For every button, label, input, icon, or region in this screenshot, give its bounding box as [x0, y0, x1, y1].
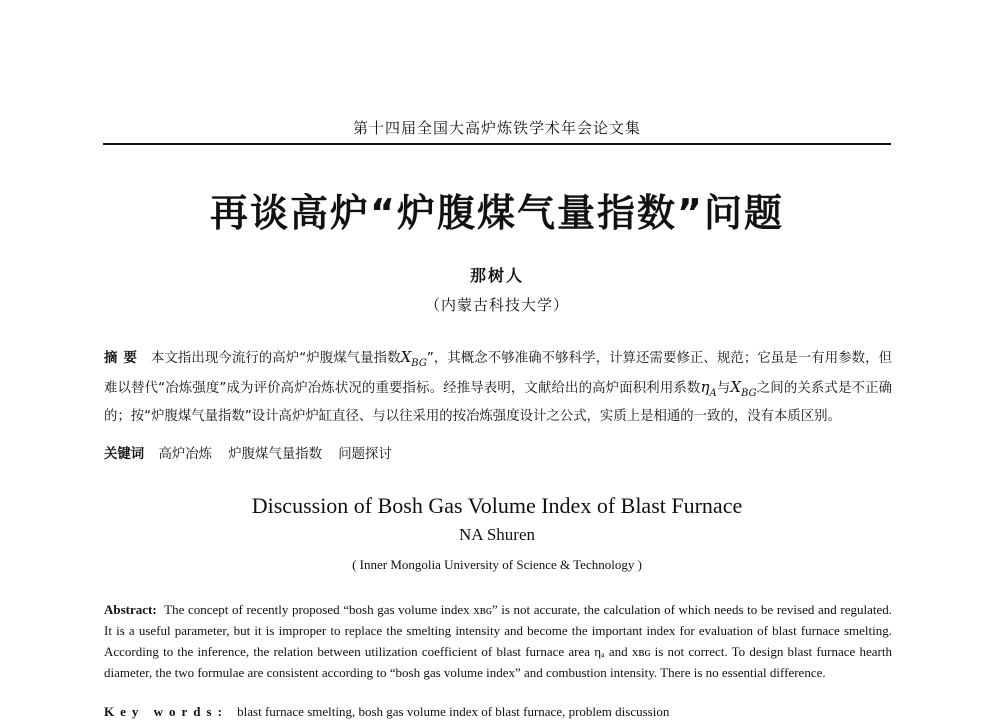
chinese-title: 再谈高炉“炉腹煤气量指数”问题 — [210, 191, 784, 235]
keyword-item: 高炉冶炼 — [158, 447, 212, 462]
header-rule — [103, 143, 891, 145]
keyword-item: 问题探讨 — [338, 447, 392, 462]
chinese-abstract-part4: 之间的关系式是不正确的；按“炉腹煤气量指数”设计高炉炉缸直径、与以往采用的按冶炼强度设计之公式，实质上是相通的一致的，没有本质区别。 — [104, 380, 893, 424]
running-head: 第十四届全国大高炉炼铁学术年会论文集 — [352, 119, 641, 137]
chinese-abstract-part1: 本文指出现今流行的高炉“炉腹煤气量指数 — [150, 351, 401, 366]
xbg-symbol: $X_{BG}$ — [400, 348, 427, 369]
english-abstract-text: The concept of recently proposed “bosh gas volume index xʙɢ” is not accurate, the calculation of which needs to be revised and regulated. It is a useful parameter, but it is improper to replace the smelting intensity and become the important index for evaluation of blast furnace smelting. According to the inference, the relation between utilization coefficient of blast furnace area ηₐ and xʙɢ is not correct. To design blast furnace hearth diameter, the two formulae are consistent according to “bosh gas volume index” and combustion intensity. There is no essential difference. — [104, 602, 893, 680]
english-abstract — [104, 599, 892, 683]
keyword-item: 炉腹煤气量指数 — [228, 447, 322, 462]
chinese-abstract-part3: 与 — [716, 380, 731, 396]
english-keywords-label: Key words: — [104, 704, 228, 719]
chinese-keywords-label: 关键词 — [104, 447, 145, 462]
chinese-keywords — [104, 443, 892, 462]
english-affiliation: ( Inner Mongolia University of Science & Technology ) — [352, 557, 642, 572]
eta-symbol: $\eta_A$ — [700, 377, 717, 399]
xbg-symbol: $X_{BG}$ — [730, 377, 757, 399]
english-keywords-text: blast furnace smelting, bosh gas volume index of blast furnace, problem discussion — [237, 704, 670, 719]
chinese-abstract-label: 摘要 — [104, 351, 143, 366]
chinese-author: 那树人 — [469, 266, 524, 285]
chinese-affiliation: （内蒙古科技大学） — [424, 296, 569, 314]
english-keywords — [104, 704, 892, 720]
chinese-abstract-part2: ”，其概念不够准确不够科学，计算还需要修正、规范；它虽是一有用参数，但难以替代“冶炼强度”成为评价高炉冶炼状况的重要指标。经推导表明，文献给出的高炉面积利用系数 — [104, 351, 893, 396]
chinese-abstract — [104, 346, 892, 429]
english-author: NA Shuren — [458, 525, 536, 544]
english-title: Discussion of Bosh Gas Volume Index of Blast Furnace — [251, 493, 743, 518]
english-abstract-label: Abstract: — [104, 602, 157, 617]
